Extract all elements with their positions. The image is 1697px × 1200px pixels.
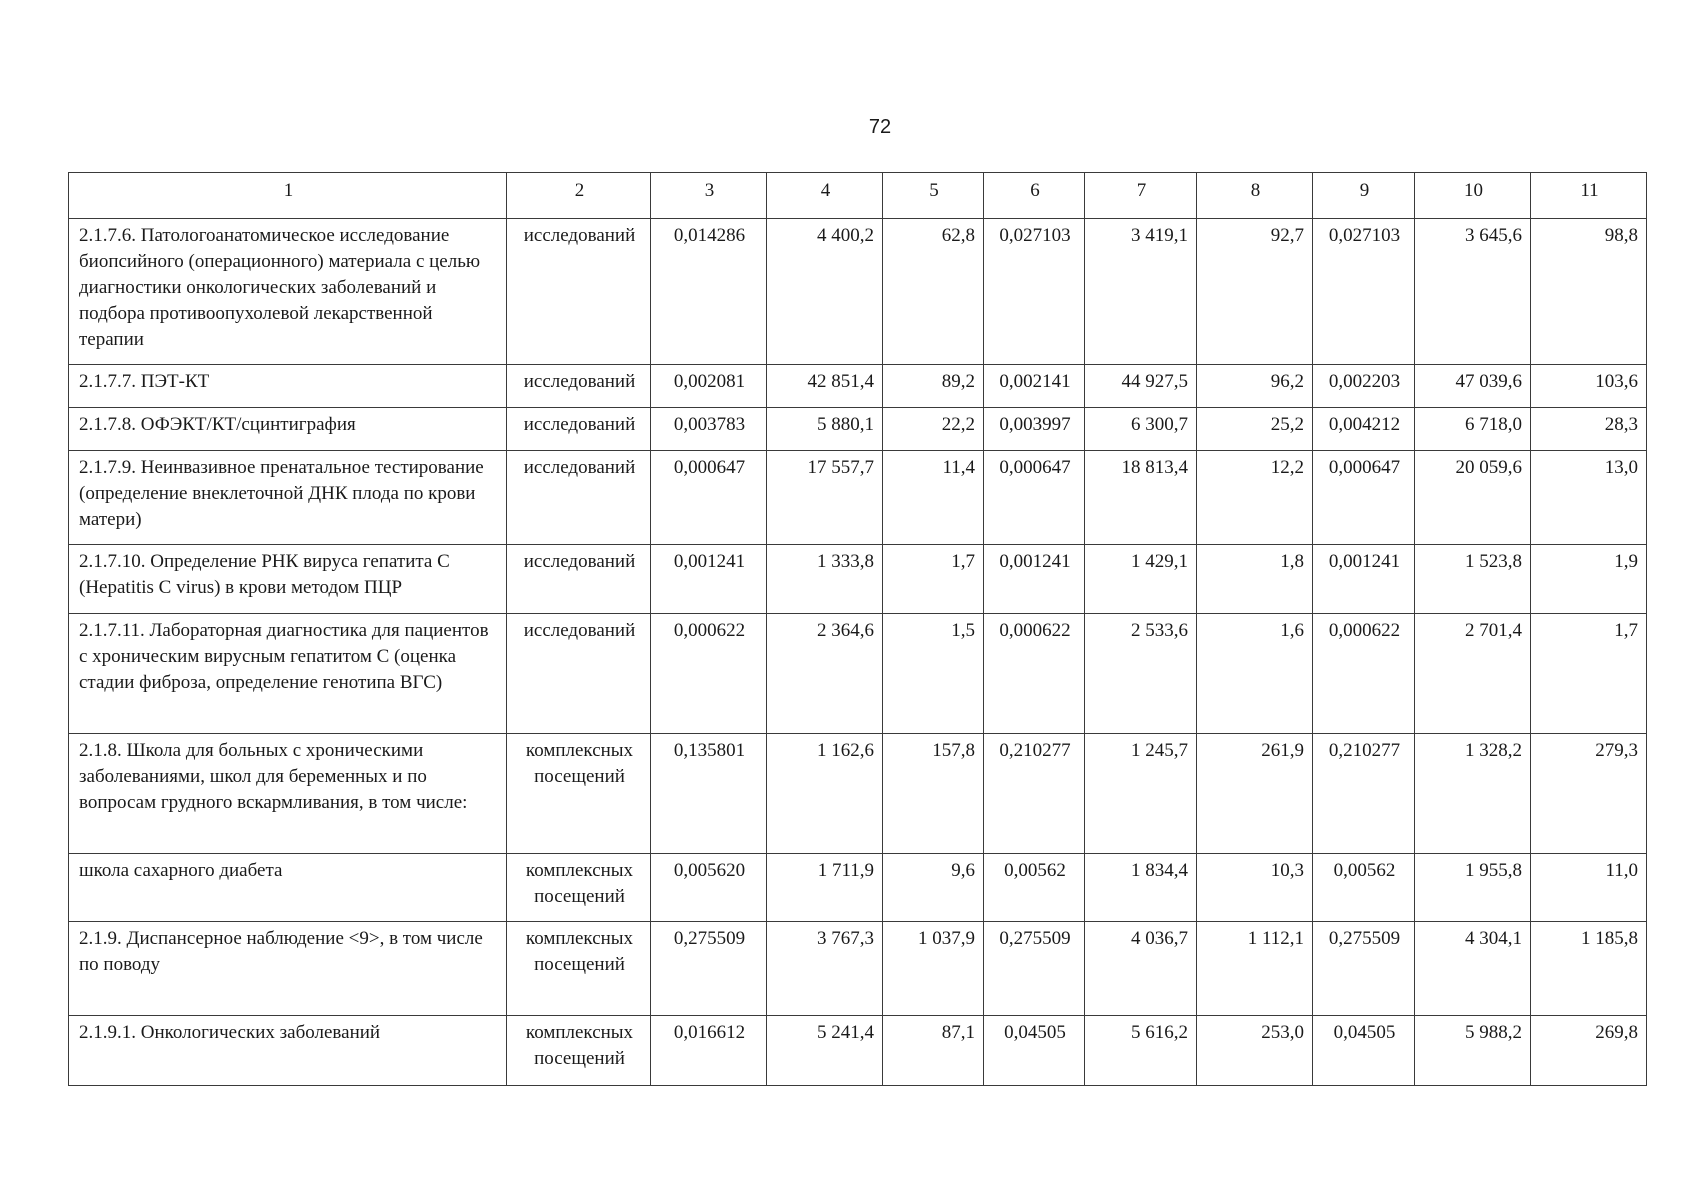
value-cell: 261,9 <box>1197 734 1313 854</box>
unit-cell: исследований <box>507 219 651 365</box>
value-cell: 0,210277 <box>984 734 1085 854</box>
value-cell: 25,2 <box>1197 408 1313 451</box>
value-cell: 0,004212 <box>1313 408 1415 451</box>
table-row <box>69 545 1647 614</box>
row-name-cell: 2.1.7.7. ПЭТ-КТ <box>69 365 507 408</box>
value-cell: 1,7 <box>883 545 984 614</box>
value-cell: 0,275509 <box>984 922 1085 1016</box>
column-header: 7 <box>1085 173 1197 219</box>
table-row <box>69 854 1647 922</box>
column-header: 4 <box>767 173 883 219</box>
value-cell: 103,6 <box>1531 365 1647 408</box>
column-header: 2 <box>507 173 651 219</box>
value-cell: 42 851,4 <box>767 365 883 408</box>
value-cell: 0,00562 <box>1313 854 1415 922</box>
value-cell: 0,000647 <box>984 451 1085 545</box>
value-cell: 269,8 <box>1531 1016 1647 1086</box>
value-cell: 3 645,6 <box>1415 219 1531 365</box>
value-cell: 0,000622 <box>984 614 1085 734</box>
value-cell: 0,003997 <box>984 408 1085 451</box>
column-header: 1 <box>69 173 507 219</box>
value-cell: 28,3 <box>1531 408 1647 451</box>
value-cell: 0,001241 <box>651 545 767 614</box>
value-cell: 1,5 <box>883 614 984 734</box>
value-cell: 9,6 <box>883 854 984 922</box>
value-cell: 0,04505 <box>984 1016 1085 1086</box>
value-cell: 1,7 <box>1531 614 1647 734</box>
value-cell: 2 533,6 <box>1085 614 1197 734</box>
value-cell: 0,002203 <box>1313 365 1415 408</box>
value-cell: 1 037,9 <box>883 922 984 1016</box>
value-cell: 1 711,9 <box>767 854 883 922</box>
value-cell: 1 185,8 <box>1531 922 1647 1016</box>
value-cell: 1 162,6 <box>767 734 883 854</box>
value-cell: 0,001241 <box>1313 545 1415 614</box>
unit-cell: комплексных посещений <box>507 854 651 922</box>
value-cell: 4 304,1 <box>1415 922 1531 1016</box>
value-cell: 0,000647 <box>1313 451 1415 545</box>
unit-cell: комплексных посещений <box>507 734 651 854</box>
table-row <box>69 365 1647 408</box>
column-header: 6 <box>984 173 1085 219</box>
value-cell: 0,00562 <box>984 854 1085 922</box>
value-cell: 0,210277 <box>1313 734 1415 854</box>
row-name-cell: 2.1.7.6. Патологоанатомическое исследование биопсийного (операционного) материала с целью диагностики онкологических заболеваний и подбора противоопухолевой лекарственной терапии <box>69 219 507 365</box>
unit-cell: комплексных посещений <box>507 1016 651 1086</box>
table-row <box>69 734 1647 854</box>
value-cell: 0,002141 <box>984 365 1085 408</box>
value-cell: 0,027103 <box>984 219 1085 365</box>
value-cell: 1,9 <box>1531 545 1647 614</box>
value-cell: 96,2 <box>1197 365 1313 408</box>
value-cell: 1 333,8 <box>767 545 883 614</box>
value-cell: 5 988,2 <box>1415 1016 1531 1086</box>
value-cell: 98,8 <box>1531 219 1647 365</box>
value-cell: 0,000622 <box>1313 614 1415 734</box>
value-cell: 0,04505 <box>1313 1016 1415 1086</box>
row-name-cell: 2.1.7.8. ОФЭКТ/КТ/сцинтиграфия <box>69 408 507 451</box>
value-cell: 4 036,7 <box>1085 922 1197 1016</box>
value-cell: 12,2 <box>1197 451 1313 545</box>
row-name-cell: 2.1.8. Школа для больных с хроническими заболеваниями, школ для беременных и по вопросам грудного вскармливания, в том числе: <box>69 734 507 854</box>
value-cell: 253,0 <box>1197 1016 1313 1086</box>
column-header: 9 <box>1313 173 1415 219</box>
value-cell: 92,7 <box>1197 219 1313 365</box>
value-cell: 2 364,6 <box>767 614 883 734</box>
value-cell: 0,027103 <box>1313 219 1415 365</box>
table-row <box>69 408 1647 451</box>
value-cell: 5 241,4 <box>767 1016 883 1086</box>
table-row <box>69 614 1647 734</box>
column-header: 10 <box>1415 173 1531 219</box>
value-cell: 1,8 <box>1197 545 1313 614</box>
table-row <box>69 451 1647 545</box>
value-cell: 1 955,8 <box>1415 854 1531 922</box>
row-name-cell: 2.1.7.10. Определение РНК вируса гепатита С (Hepatitis C virus) в крови методом ПЦР <box>69 545 507 614</box>
value-cell: 1,6 <box>1197 614 1313 734</box>
unit-cell: исследований <box>507 614 651 734</box>
unit-cell: исследований <box>507 545 651 614</box>
column-header: 8 <box>1197 173 1313 219</box>
value-cell: 0,000647 <box>651 451 767 545</box>
value-cell: 1 429,1 <box>1085 545 1197 614</box>
value-cell: 10,3 <box>1197 854 1313 922</box>
value-cell: 0,275509 <box>1313 922 1415 1016</box>
value-cell: 22,2 <box>883 408 984 451</box>
value-cell: 2 701,4 <box>1415 614 1531 734</box>
value-cell: 0,135801 <box>651 734 767 854</box>
column-header: 5 <box>883 173 984 219</box>
value-cell: 87,1 <box>883 1016 984 1086</box>
value-cell: 3 767,3 <box>767 922 883 1016</box>
value-cell: 11,4 <box>883 451 984 545</box>
table-row <box>69 1016 1647 1086</box>
value-cell: 44 927,5 <box>1085 365 1197 408</box>
value-cell: 1 328,2 <box>1415 734 1531 854</box>
unit-cell: исследований <box>507 365 651 408</box>
value-cell: 4 400,2 <box>767 219 883 365</box>
value-cell: 11,0 <box>1531 854 1647 922</box>
value-cell: 6 718,0 <box>1415 408 1531 451</box>
value-cell: 0,275509 <box>651 922 767 1016</box>
value-cell: 5 880,1 <box>767 408 883 451</box>
row-name-cell: 2.1.7.9. Неинвазивное пренатальное тестирование (определение внеклеточной ДНК плода по крови матери) <box>69 451 507 545</box>
value-cell: 1 112,1 <box>1197 922 1313 1016</box>
value-cell: 157,8 <box>883 734 984 854</box>
value-cell: 0,005620 <box>651 854 767 922</box>
row-name-cell: 2.1.9.1. Онкологических заболеваний <box>69 1016 507 1086</box>
value-cell: 20 059,6 <box>1415 451 1531 545</box>
value-cell: 0,002081 <box>651 365 767 408</box>
value-cell: 13,0 <box>1531 451 1647 545</box>
row-name-cell: 2.1.7.11. Лабораторная диагностика для пациентов с хроническим вирусным гепатитом С (оценка стадии фиброза, определение генотипа ВГС) <box>69 614 507 734</box>
row-name-cell: школа сахарного диабета <box>69 854 507 922</box>
value-cell: 62,8 <box>883 219 984 365</box>
value-cell: 3 419,1 <box>1085 219 1197 365</box>
value-cell: 0,000622 <box>651 614 767 734</box>
data-table <box>68 172 1647 1086</box>
value-cell: 279,3 <box>1531 734 1647 854</box>
value-cell: 0,001241 <box>984 545 1085 614</box>
table-row <box>69 922 1647 1016</box>
value-cell: 6 300,7 <box>1085 408 1197 451</box>
value-cell: 0,003783 <box>651 408 767 451</box>
value-cell: 1 834,4 <box>1085 854 1197 922</box>
value-cell: 1 245,7 <box>1085 734 1197 854</box>
value-cell: 47 039,6 <box>1415 365 1531 408</box>
column-header: 11 <box>1531 173 1647 219</box>
table-row <box>69 219 1647 365</box>
value-cell: 1 523,8 <box>1415 545 1531 614</box>
unit-cell: исследований <box>507 408 651 451</box>
unit-cell: комплексных посещений <box>507 922 651 1016</box>
value-cell: 18 813,4 <box>1085 451 1197 545</box>
row-name-cell: 2.1.9. Диспансерное наблюдение <9>, в том числе по поводу <box>69 922 507 1016</box>
value-cell: 5 616,2 <box>1085 1016 1197 1086</box>
page-number: 72 <box>868 116 892 138</box>
value-cell: 0,016612 <box>651 1016 767 1086</box>
table-header-row <box>69 173 1647 219</box>
value-cell: 0,014286 <box>651 219 767 365</box>
value-cell: 17 557,7 <box>767 451 883 545</box>
value-cell: 89,2 <box>883 365 984 408</box>
unit-cell: исследований <box>507 451 651 545</box>
column-header: 3 <box>651 173 767 219</box>
